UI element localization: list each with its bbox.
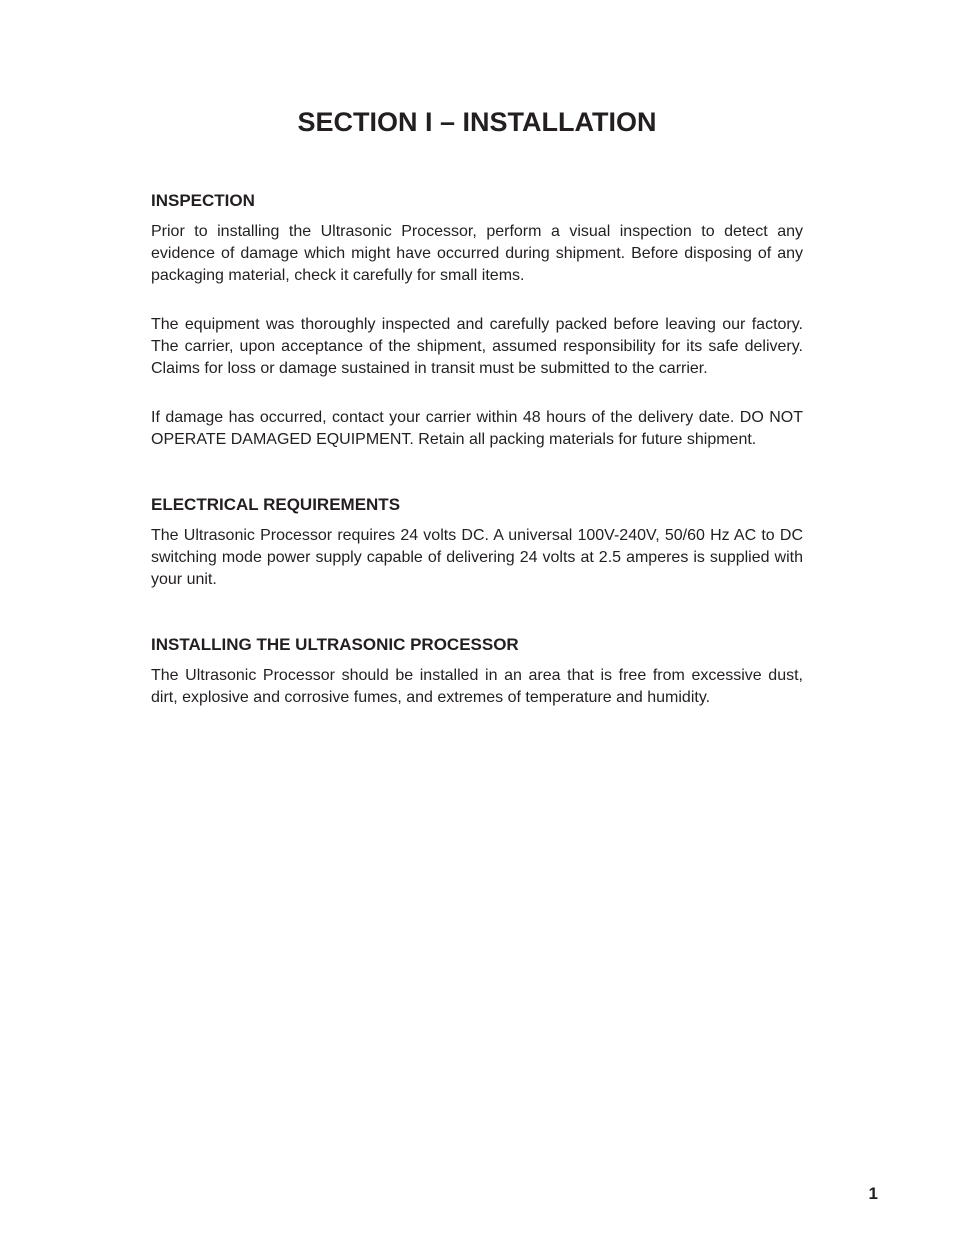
- electrical-requirements-paragraph: The Ultrasonic Processor requires 24 volts DC. A universal 100V-240V, 50/60 Hz AC to DC switching mode power supply capable of delivering 24 volts at 2.5 amperes is supplied with your unit.: [151, 527, 803, 588]
- inspection-section: [151, 189, 803, 451]
- inspection-paragraph-2: The equipment was thoroughly inspected and carefully packed before leaving our factory. The carrier, upon acceptance of the shipment, assumed responsibility for its safe delivery. Claims for loss or damage sustained in transit must be submitted to the carrier.: [151, 316, 803, 377]
- installing-processor-section: [151, 633, 803, 709]
- installing-processor-heading: INSTALLING THE ULTRASONIC PROCESSOR: [151, 635, 519, 654]
- electrical-requirements-section: [151, 493, 803, 591]
- inspection-paragraph-1: Prior to installing the Ultrasonic Processor, perform a visual inspection to detect any evidence of damage which might have occurred during shipment. Before disposing of any packaging material, check it carefully for small items.: [151, 223, 803, 284]
- page-number: 1: [868, 1184, 878, 1203]
- section-title: SECTION I – INSTALLATION: [297, 107, 657, 137]
- inspection-heading: INSPECTION: [151, 191, 255, 210]
- inspection-paragraph-3: If damage has occurred, contact your carrier within 48 hours of the delivery date. DO NOT OPERATE DAMAGED EQUIPMENT. Retain all packing materials for future shipment.: [151, 409, 803, 448]
- electrical-requirements-heading: ELECTRICAL REQUIREMENTS: [151, 495, 401, 514]
- installing-processor-paragraph: The Ultrasonic Processor should be installed in an area that is free from excessive dust, dirt, explosive and corrosive fumes, and extremes of temperature and humidity.: [151, 667, 803, 706]
- page-content: [151, 189, 803, 709]
